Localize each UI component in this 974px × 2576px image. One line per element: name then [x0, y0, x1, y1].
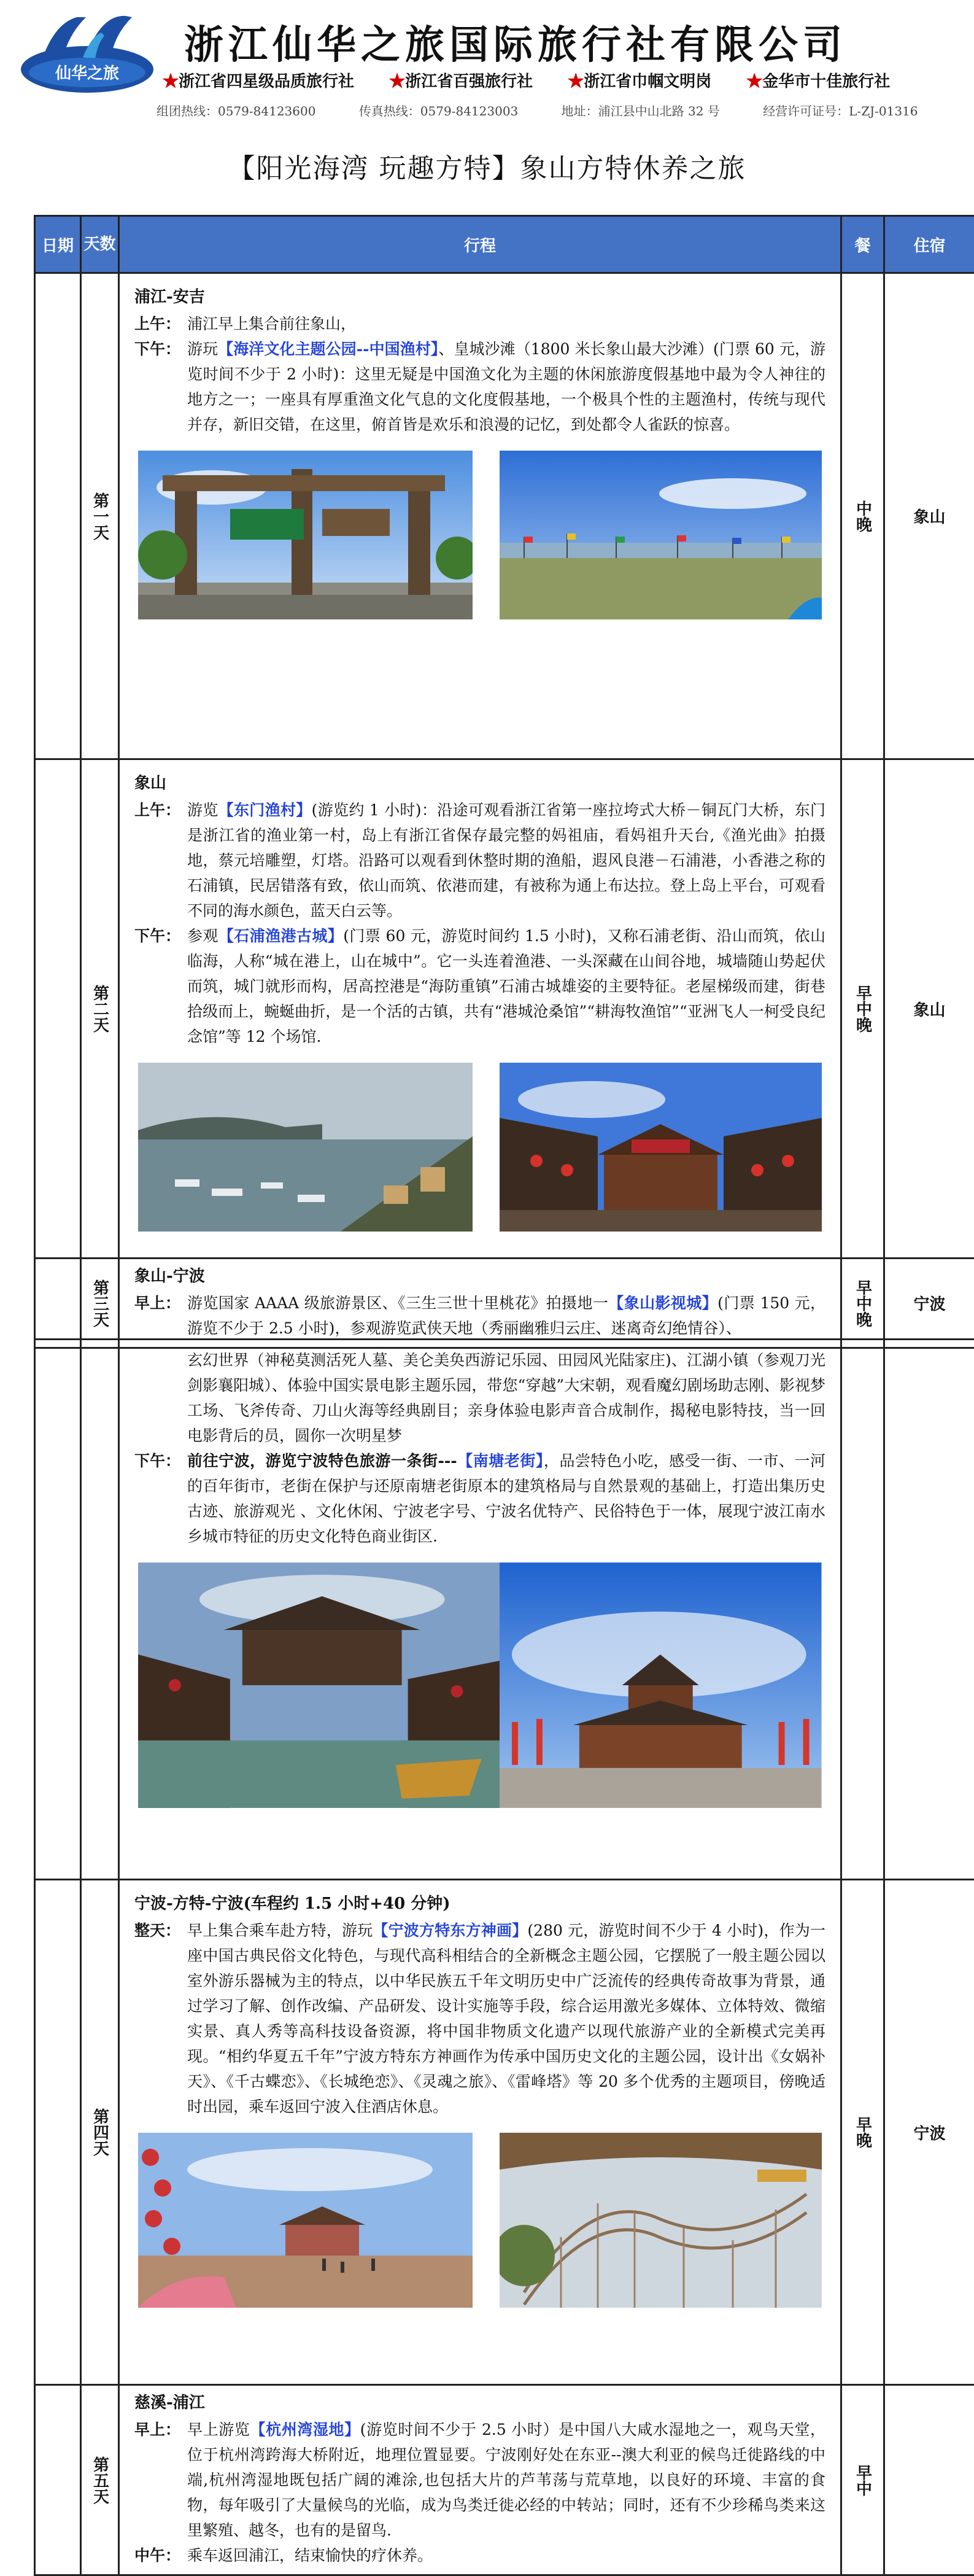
header-stay: 住宿 — [884, 216, 974, 273]
table-row — [35, 2385, 974, 2575]
star-icon: ★ — [746, 72, 762, 91]
trip-title: 【阳光海湾 玩趣方特】象山方特休养之旅 — [0, 146, 974, 185]
attraction-highlight: 【海洋文化主题公园--中国渔村】 — [218, 340, 438, 358]
itinerary-table-continued — [34, 1338, 974, 2576]
contact-line — [157, 101, 957, 119]
date-cell — [35, 273, 81, 759]
film-city-gate-photo — [500, 1562, 822, 1808]
badge-item: ★金华市十佳旅行社 — [746, 72, 890, 91]
day-route: 象山 — [134, 771, 825, 796]
star-icon: ★ — [163, 72, 179, 91]
contact-fax: 传真热线：0579-84123003 — [359, 104, 518, 118]
day-label: 第四天 — [81, 1880, 119, 2385]
stay-cell — [884, 2385, 974, 2575]
day-label: 第三天 — [81, 1259, 119, 1348]
table-row — [35, 1880, 974, 2385]
segment-afternoon: 下午： 参观【石浦渔港古城】(门票 60 元，游览时间约 1.5 小时)，又称石浦老街、沿山而筑，依山临海，人称“城在港上，山在城中”。它一头连着渔港、一头深藏在山间谷地，城墙随山势起伏而筑，城门就形而构，居高控港是“海防重镇”石浦古城雄姿的主要特征。老屋梯级而建，街巷拾级而上，蜿蜒曲折，是一个活的古镇，共有“港城沧桑馆”“耕海牧渔馆”“亚洲飞人一柯受良纪念馆”等 12 个场馆. — [134, 923, 825, 1049]
letterhead — [0, 0, 974, 132]
stay-cell: 宁波 — [884, 1880, 974, 2385]
table-row — [35, 1340, 974, 1880]
badge-item: ★浙江省百强旅行社 — [389, 72, 533, 91]
table-row — [35, 273, 974, 759]
attraction-highlight: 【宁波方特东方神画】 — [373, 1922, 527, 1939]
itinerary-cell — [119, 273, 841, 759]
star-icon: ★ — [568, 72, 584, 91]
company-name: 浙江仙华之旅国际旅行社有限公司 — [184, 14, 847, 70]
itinerary-table — [34, 215, 974, 1349]
date-cell — [35, 1880, 81, 2385]
segment-morning: 上午： 浦江早上集合前往象山， — [134, 311, 825, 336]
meal-cell: 中晚 — [841, 273, 884, 759]
segment-afternoon: 下午： 前往宁波，游览宁波特色旅游一条街---【南塘老街】，品尝特色小吃，感受一街、一市、一河的百年街市，老街在保护与还原南塘老街原本的建筑格局与自然景观的基础上，打造出集历史古迹、旅游观光 、文化休闲、宁波老字号、宁波名优特产、民俗特色于一体，展现宁波江南水乡城市特征的历史文化特色商业街区. — [134, 1448, 825, 1549]
harbor-photo — [138, 1063, 473, 1232]
stay-cell: 宁波 — [884, 1259, 974, 1348]
segment-morning: 早上： 游览国家 AAAA 级旅游景区、《三生三世十里桃花》拍摄地一【象山影视城】(门票 150 元，游览不少于 2.5 小时)，参观游览武侠天地（秀丽幽雅归云庄、迷离奇幻绝情谷）、 — [134, 1290, 825, 1341]
stay-cell: 象山 — [884, 759, 974, 1259]
header-meal: 餐 — [841, 216, 884, 273]
day-route: 象山-宁波 — [134, 1264, 825, 1289]
attraction-highlight: 【象山影视城】 — [608, 1294, 717, 1312]
day-route: 宁波-方特-宁波(车程约 1.5 小时+40 分钟) — [134, 1891, 825, 1917]
contact-license: 经营许可证号：L-ZJ-01316 — [763, 104, 918, 118]
ancient-town-photo — [500, 1063, 822, 1232]
attraction-highlight: 【石浦渔港古城】 — [218, 927, 343, 945]
attraction-highlight: 【东门渔村】 — [218, 801, 312, 819]
table-row — [35, 1259, 974, 1348]
segment-afternoon: 下午： 游玩【海洋文化主题公园--中国渔村】、皇城沙滩（1800 米长象山最大沙滩）(门票 60 元，游览时间不少于 2 小时)：这里无疑是中国渔文化为主题的休闲旅游度假基地中最为令人神往的地方之一；一座具有厚重渔文化气息的文化度假基地，一个极具个性的主题渔村，传统与现代并存，新旧交错，在这里，俯首皆是欢乐和浪漫的记忆，到处都令人雀跃的惊喜。 — [134, 336, 825, 437]
attraction-highlight: 【南塘老街】 — [457, 1452, 544, 1470]
accreditation-badges — [163, 69, 919, 91]
segment-full-day: 整天： 早上集合乘车赴方特，游玩【宁波方特东方神画】(280 元，游览时间不少于 4 小时)，作为一座中国古典民俗文化特色，与现代高科相结合的全新概念主题公园，它摆脱了一般主题公园以室外游乐器械为主的特点，以中华民族五千年文明历史中广泛流传的经典传奇故事为背景，通过学习了解、创作改编、产品研发、设计实施等手段，综合运用激光多媒体、立体特效、微缩实景、真人秀等高科技设备资源，将中国非物质文化遗产以现代旅游产业的全新模式完美再现。“相约华夏五千年”宁波方特东方神画作为传承中国历史文化的主题公园，设计出《女娲补天》、《千古蝶恋》、《长城绝恋》、《灵魂之旅》、《雷峰塔》等 20 多个优秀的主题项目，傍晚适时出园，乘车返回宁波入住酒店休息。 — [134, 1918, 825, 2119]
stay-cell-empty — [884, 1340, 974, 1880]
logo-text: 仙华之旅 — [55, 64, 119, 83]
date-cell — [35, 2385, 81, 2575]
date-cell — [35, 1259, 81, 1348]
itinerary-cell — [119, 2385, 841, 2575]
photo-row — [134, 1063, 825, 1232]
meal-cell-empty — [841, 1340, 884, 1880]
meal-cell: 早中晚 — [841, 1259, 884, 1348]
itinerary-cell — [119, 1340, 841, 1880]
table-header-row — [35, 216, 974, 273]
date-cell — [35, 759, 81, 1259]
day-label: 第五天 — [81, 2385, 119, 2575]
badge-item: ★浙江省四星级品质旅行社 — [163, 72, 354, 91]
header-day-num: 天数 — [81, 216, 119, 273]
meal-cell: 早中晚 — [841, 759, 884, 1259]
table-row — [35, 759, 974, 1259]
day-route: 浦江-安吉 — [134, 285, 825, 310]
fishing-village-gate-photo — [138, 451, 473, 619]
stay-cell: 象山 — [884, 273, 974, 759]
segment-morning: 上午： 游览【东门渔村】(游览约 1 小时)：沿途可观看浙江省第一座拉垮式大桥－铜瓦门大桥，东门是浙江省的渔业第一村，岛上有浙江省保存最完整的妈祖庙，看妈祖升天台,《渔光曲》拍摄地，蔡元培雕塑，灯塔。沿路可以观看到休整时期的渔船，遐风良港－石浦港，小香港之称的石浦镇，民居错落有致，依山而筑、依港而建，有被称为通上布达拉。登上岛上平台，可观看不同的海水颜色，蓝天白云等。 — [134, 797, 825, 923]
segment-morning: 早上： 早上游览【杭州湾湿地】(游览时间不少于 2.5 小时）是中国八大咸水湿地之一，观鸟天堂，位于杭州湾跨海大桥附近，地理位置显要。宁波刚好处在东亚--澳大利亚的候鸟迁徙路线的中端,杭州湾湿地既包括广阔的滩涂,也包括大片的芦苇荡与荒草地，以良好的环境、丰富的食物，每年吸引了大量候鸟的光临，成为鸟类迁徙必经的中转站；同时，还有不少珍稀鸟类来这里繁殖、越冬，也有的是留鸟. — [134, 2417, 825, 2543]
meal-cell: 早中 — [841, 2385, 884, 2575]
itinerary-cell — [119, 1259, 841, 1348]
meal-cell: 早晚 — [841, 1880, 884, 2385]
continued-text: 玄幻世界（神秘莫测活死人墓、美仑美奂西游记乐园、田园风光陆家庄)、江湖小镇（参观刀光剑影襄阳城）、体验中国实景电影主题乐园，带您“穿越”大宋朝，观看魔幻剧场助志刚、影视梦工场、飞斧传奇、刀山火海等经典剧目；亲身体验电影声音合成制作，揭秘电影特技，当一回电影背后的员，圆你一次明星梦 — [134, 1348, 825, 1448]
date-cell — [35, 1340, 81, 1880]
photo-row — [134, 2133, 825, 2308]
contact-phone: 组团热线：0579-84123600 — [157, 104, 315, 118]
roller-coaster-photo — [500, 2133, 822, 2308]
itinerary-cell — [119, 759, 841, 1259]
day-route: 慈溪-浦江 — [134, 2391, 825, 2416]
company-logo — [18, 11, 160, 97]
header-itinerary: 行程 — [119, 216, 841, 273]
attraction-highlight: 【杭州湾湿地】 — [250, 2421, 360, 2438]
badge-item: ★浙江省巾帼文明岗 — [568, 72, 711, 91]
day-label: 第一天 — [81, 273, 119, 759]
star-icon: ★ — [389, 72, 405, 91]
theme-park-plaza-photo — [138, 2133, 473, 2308]
photo-row — [134, 1562, 825, 1808]
film-city-water-town-photo — [138, 1562, 500, 1808]
contact-address: 地址：浦江县中山北路 32 号 — [562, 104, 720, 118]
day-label: 第二天 — [81, 759, 119, 1259]
header-date: 日期 — [35, 216, 81, 273]
photo-row — [134, 451, 825, 619]
beach-photo — [500, 451, 822, 619]
segment-noon: 中午： 乘车返回浦江，结束愉快的疗休养。 — [134, 2543, 825, 2568]
itinerary-cell — [119, 1880, 841, 2385]
day-label-empty — [81, 1340, 119, 1880]
